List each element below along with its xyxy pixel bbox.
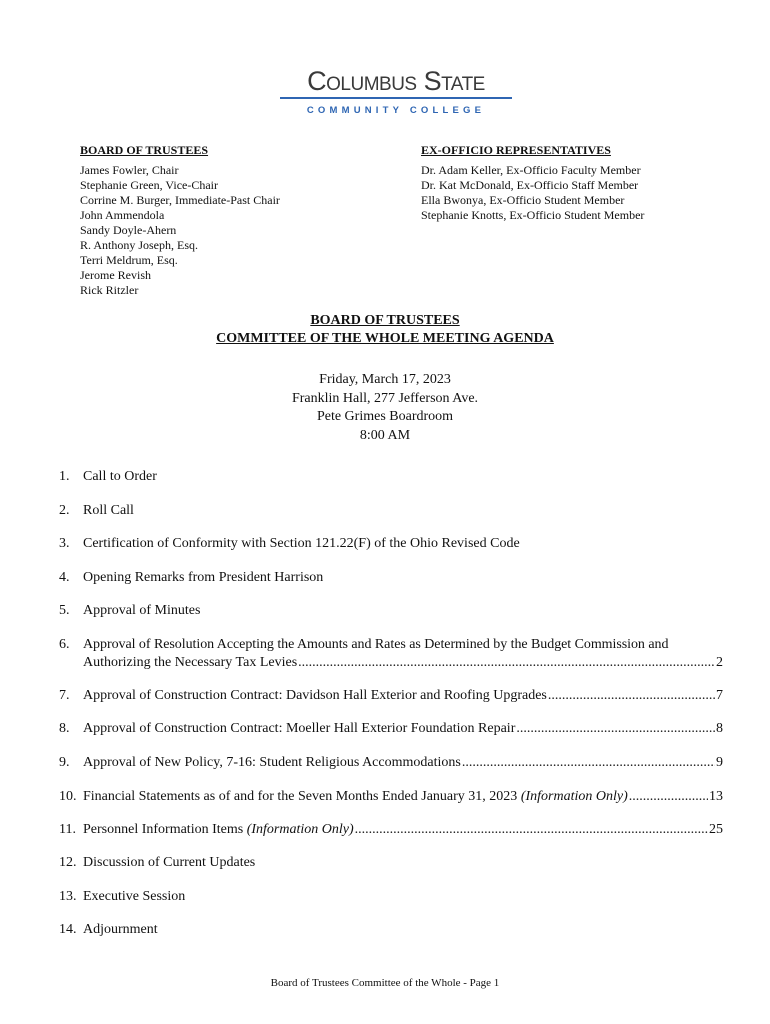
agenda-page: 7 — [716, 688, 723, 703]
agenda-text: Approval of Minutes — [83, 603, 201, 618]
agenda-number: 13. — [59, 889, 77, 904]
agenda-number: 5. — [59, 603, 70, 618]
leader-dots — [548, 687, 715, 705]
agenda-page: 13 — [709, 789, 723, 804]
leader-dots — [629, 788, 708, 806]
agenda-item — [59, 535, 723, 553]
college-logo — [280, 66, 512, 116]
page-footer: Board of Trustees Committee of the Whole - Page 1 — [270, 977, 500, 989]
board-member: R. Anthony Joseph, Esq. — [80, 238, 199, 252]
agenda-number: 11. — [59, 822, 76, 837]
board-member: Jerome Revish — [80, 268, 151, 282]
agenda-label — [83, 821, 354, 839]
agenda-text: Approval of Construction Contract: Davidson Hall Exterior and Roofing Upgrades — [83, 688, 547, 703]
agenda-label — [83, 788, 628, 806]
agenda-number: 8. — [59, 721, 70, 736]
agenda-line — [83, 687, 723, 705]
leader-dots — [298, 654, 715, 672]
agenda-item — [59, 921, 723, 939]
agenda-item — [59, 821, 723, 839]
agenda-text: Approval of Construction Contract: Moeller Hall Exterior Foundation Repair — [83, 721, 516, 736]
board-member: Terri Meldrum, Esq. — [80, 253, 178, 267]
agenda-text-line-2 — [83, 654, 723, 672]
agenda-number: 10. — [59, 789, 77, 804]
agenda-text: Executive Session — [83, 889, 186, 904]
agenda-item — [59, 788, 723, 806]
agenda-page: 9 — [716, 755, 723, 770]
agenda-page: 8 — [716, 721, 723, 736]
meeting-location: Franklin Hall, 277 Jefferson Ave. — [291, 390, 479, 406]
agenda-item — [59, 602, 723, 620]
logo-rule — [280, 97, 512, 99]
agenda-line — [83, 720, 723, 738]
board-member: John Ammendola — [80, 208, 165, 222]
agenda-item — [59, 569, 723, 587]
agenda-text: Personnel Information Items — [83, 822, 244, 837]
agenda-number: 14. — [59, 922, 77, 937]
agenda-item — [59, 468, 723, 486]
agenda-text: Discussion of Current Updates — [83, 855, 256, 870]
ex-officio-list — [421, 143, 721, 223]
board-member: James Fowler, Chair — [80, 163, 179, 177]
ex-officio-member: Stephanie Knotts, Ex-Officio Student Member — [421, 208, 645, 222]
board-member: Corrine M. Burger, Immediate-Past Chair — [80, 193, 280, 207]
document-title — [0, 312, 770, 348]
board-member: Rick Ritzler — [80, 283, 139, 297]
agenda-line — [83, 788, 723, 806]
agenda-number: 12. — [59, 855, 77, 870]
meeting-room: Pete Grimes Boardroom — [316, 409, 454, 424]
agenda-number: 7. — [59, 688, 70, 703]
title-line-1: BOARD OF TRUSTEES — [310, 313, 460, 328]
agenda-line — [83, 754, 723, 772]
agenda-text: Call to Order — [83, 469, 157, 484]
agenda-number: 2. — [59, 503, 70, 518]
agenda-text: Adjournment — [83, 922, 158, 937]
agenda-note: (Information Only) — [246, 822, 354, 837]
agenda-page: 2 — [716, 655, 723, 670]
agenda-item — [59, 720, 723, 738]
agenda-number: 9. — [59, 755, 70, 770]
leader-dots — [516, 720, 715, 738]
agenda-text: Roll Call — [83, 503, 134, 518]
agenda-number: 1. — [59, 469, 70, 484]
meeting-time: 8:00 AM — [359, 427, 411, 443]
ex-officio-member: Dr. Adam Keller, Ex-Officio Faculty Member — [421, 163, 641, 177]
agenda-page: 25 — [709, 822, 723, 837]
agenda-number: 3. — [59, 536, 70, 551]
ex-officio-member: Ella Bwonya, Ex-Officio Student Member — [421, 193, 625, 207]
agenda-item — [59, 888, 723, 906]
board-member: Stephanie Green, Vice-Chair — [80, 178, 219, 192]
logo-subtitle: COMMUNITY COLLEGE — [306, 105, 486, 116]
agenda-text: Approval of New Policy, 7-16: Student Religious Accommodations — [83, 755, 461, 770]
leader-dots — [355, 821, 708, 839]
leader-dots — [462, 754, 715, 772]
title-line-2: COMMITTEE OF THE WHOLE MEETING AGENDA — [216, 331, 554, 346]
agenda-item — [59, 687, 723, 705]
agenda-number: 6. — [59, 637, 70, 652]
agenda-text-line-1: Approval of Resolution Accepting the Amounts and Rates as Determined by the Budget Commission and — [83, 637, 669, 652]
agenda-item — [59, 502, 723, 520]
agenda-text: Authorizing the Necessary Tax Levies — [83, 655, 298, 670]
agenda-note: (Information Only) — [520, 789, 628, 804]
agenda-item — [59, 854, 723, 872]
agenda-line — [83, 821, 723, 839]
agenda-text: Financial Statements as of and for the Seven Months Ended January 31, 2023 — [83, 789, 518, 804]
board-of-trustees-list — [80, 143, 380, 298]
agenda-text: Opening Remarks from President Harrison — [83, 570, 324, 585]
ex-officio-heading: EX-OFFICIO REPRESENTATIVES — [421, 143, 611, 157]
ex-officio-member: Dr. Kat McDonald, Ex-Officio Staff Member — [421, 178, 639, 192]
board-heading: BOARD OF TRUSTEES — [80, 143, 209, 157]
agenda-item — [59, 636, 723, 672]
logo-name: Columbus State — [307, 66, 485, 96]
agenda-number: 4. — [59, 570, 70, 585]
agenda-text: Certification of Conformity with Section 121.22(F) of the Ohio Revised Code — [83, 536, 520, 551]
meeting-date: Friday, March 17, 2023 — [319, 372, 451, 387]
board-member: Sandy Doyle-Ahern — [80, 223, 177, 237]
agenda-item — [59, 754, 723, 772]
meeting-details — [0, 371, 770, 445]
